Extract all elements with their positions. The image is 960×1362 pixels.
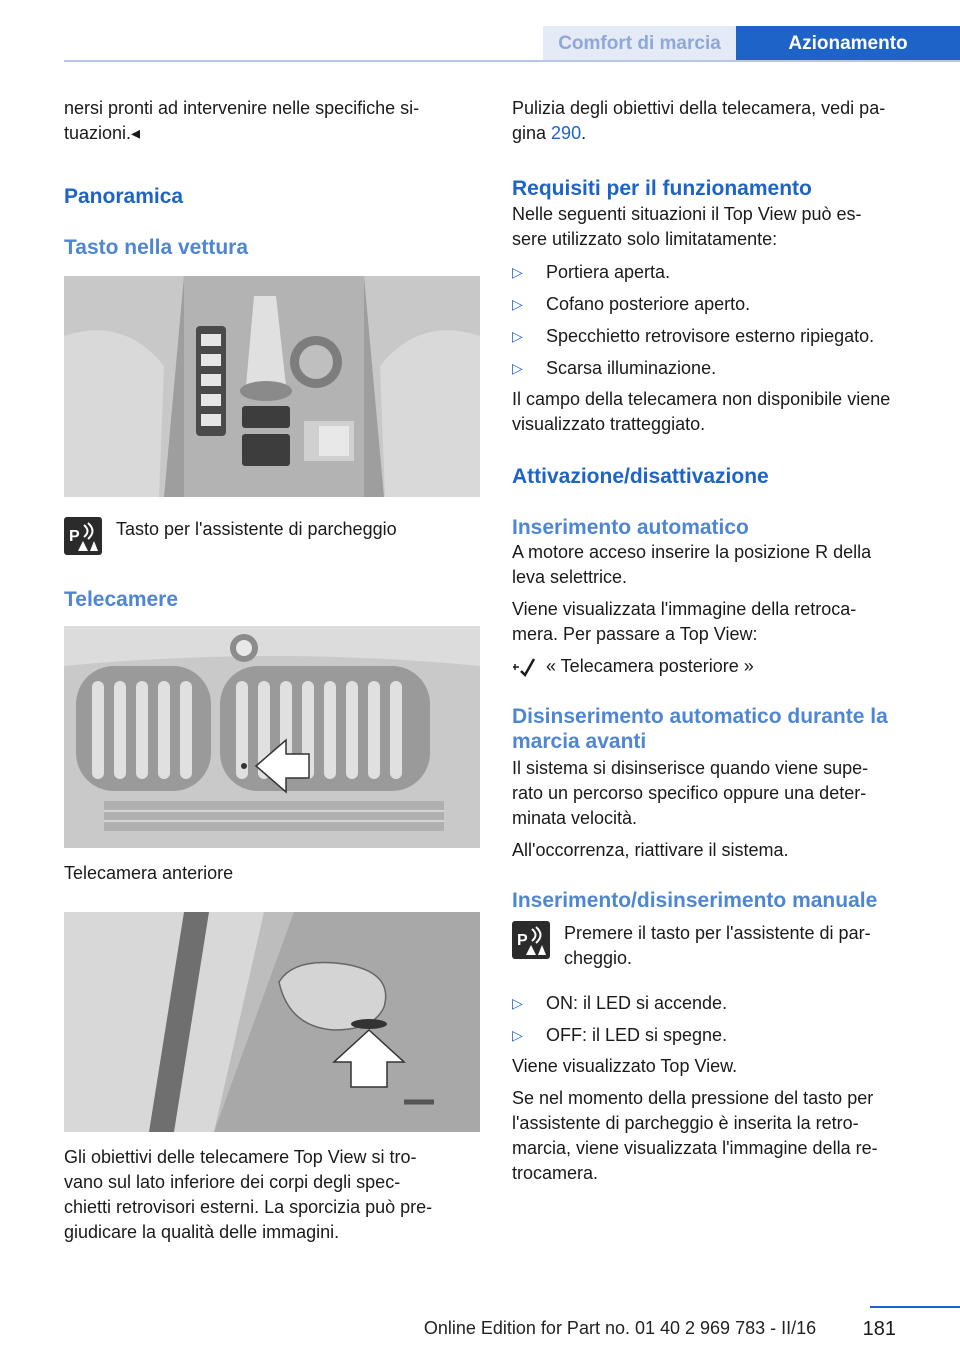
campo-text: Il campo della telecamera non disponibile viene visualizzato tratteggiato. <box>512 389 891 434</box>
list-item <box>512 356 932 381</box>
camera-option-row <box>512 654 932 679</box>
paragraph-mirror-cameras: Gli obiettivi delle telecamere Top View si tro- vano sul lato inferiore dei corpi degli spec- chietti retrovisori esterni. La sporcizia può pre- giudicare la qualità delle immagini. <box>64 1147 433 1242</box>
footer-rule <box>870 1306 960 1308</box>
header-tab-active[interactable]: Azionamento <box>736 26 960 62</box>
manuale-row <box>512 921 932 971</box>
button-caption: Tasto per l'assistente di parcheggio <box>116 519 397 539</box>
requisiti-text: Nelle seguenti situazioni il Top View può es- sere utilizzato solo limitatamente: <box>512 204 862 249</box>
caption-front-camera: Telecamera anteriore <box>64 863 234 883</box>
heading-tasto: Tasto nella vettura <box>64 236 248 259</box>
svg-text:P: P <box>69 528 80 545</box>
right-column <box>512 96 932 1186</box>
header-tab-section[interactable]: Comfort di marcia <box>543 26 736 62</box>
page-number: 181 <box>862 1318 896 1340</box>
front-camera-photo <box>64 626 480 848</box>
footer-edition-text: Online Edition for Part no. 01 40 2 969 783 - II/16 <box>423 1318 817 1338</box>
list-item-text: Cofano posteriore aperto. <box>546 294 751 314</box>
bullet-triangle-icon: ▷ <box>512 264 523 280</box>
heading-attivazione: Attivazione/disattivazione <box>512 465 769 488</box>
list-item <box>512 1023 932 1048</box>
camera-rear-icon <box>512 654 536 679</box>
cleaning-page-link[interactable]: 290 <box>551 123 582 143</box>
manuale-text: Premere il tasto per l'assistente di par- cheggio. <box>564 923 871 968</box>
auto-text-1: A motore acceso inserire la posizione R della leva selettrice. <box>512 542 872 587</box>
bullet-triangle-icon: ▷ <box>512 296 523 312</box>
list-item-text: OFF: il LED si spegne. <box>546 1025 728 1045</box>
list-item <box>512 991 932 1016</box>
intro-text: nersi pronti ad intervenire nelle specifiche si- tuazioni.◂ <box>64 98 420 143</box>
bullet-triangle-icon: ▷ <box>512 1027 523 1043</box>
heading-requisiti: Requisiti per il funzionamento <box>512 177 812 200</box>
topview-text: Viene visualizzato Top View. <box>512 1056 738 1076</box>
heading-disinserimento-auto: Disinserimento automatico durante la marcia avanti <box>512 705 888 753</box>
cleaning-text-body: Pulizia degli obiettivi della telecamera, vedi pa- gina <box>512 98 886 143</box>
console-photo <box>64 276 480 497</box>
disins-text-2: All'occorrenza, riattivare il sistema. <box>512 840 789 860</box>
button-caption-row <box>64 517 482 555</box>
heading-panoramica: Panoramica <box>64 185 184 208</box>
auto-text-2: Viene visualizzata l'immagine della retroca- mera. Per passare a Top View: <box>512 599 857 644</box>
cleaning-text-end: . <box>581 123 587 143</box>
bullet-triangle-icon: ▷ <box>512 328 523 344</box>
cleaning-text <box>512 96 932 146</box>
list-item <box>512 324 932 349</box>
svg-text:P: P <box>517 932 528 949</box>
heading-inserimento-manuale: Inserimento/disinserimento manuale <box>512 889 878 912</box>
final-text: Se nel momento della pressione del tasto per l'assistente di parcheggio è inserita la retro- marcia, viene visualizzata l'immagine della re- trocamera. <box>512 1088 878 1183</box>
bullet-triangle-icon: ▷ <box>512 360 523 376</box>
list-item-text: Specchietto retrovisore esterno ripiegato. <box>546 326 875 346</box>
manuale-list <box>512 991 932 1048</box>
requisiti-list <box>512 260 932 381</box>
camera-option-label: « Telecamera posteriore » <box>546 656 754 676</box>
heading-telecamere: Telecamere <box>64 588 179 611</box>
parking-assistant-button-icon <box>64 517 102 555</box>
list-item-text: Scarsa illuminazione. <box>546 358 717 378</box>
disins-text-1: Il sistema si disinserisce quando viene supe- rato un percorso specifico oppure una deter- minata velocità. <box>512 758 869 828</box>
parking-assistant-button-icon <box>512 921 550 959</box>
bullet-triangle-icon: ▷ <box>512 995 523 1011</box>
list-item-text: ON: il LED si accende. <box>546 993 728 1013</box>
footer-edition <box>0 1318 960 1339</box>
left-column <box>64 96 482 1245</box>
list-item <box>512 292 932 317</box>
heading-inserimento-automatico: Inserimento automatico <box>512 516 749 539</box>
list-item <box>512 260 932 285</box>
mirror-camera-photo <box>64 912 480 1132</box>
header-rule <box>64 60 960 62</box>
list-item-text: Portiera aperta. <box>546 262 671 282</box>
